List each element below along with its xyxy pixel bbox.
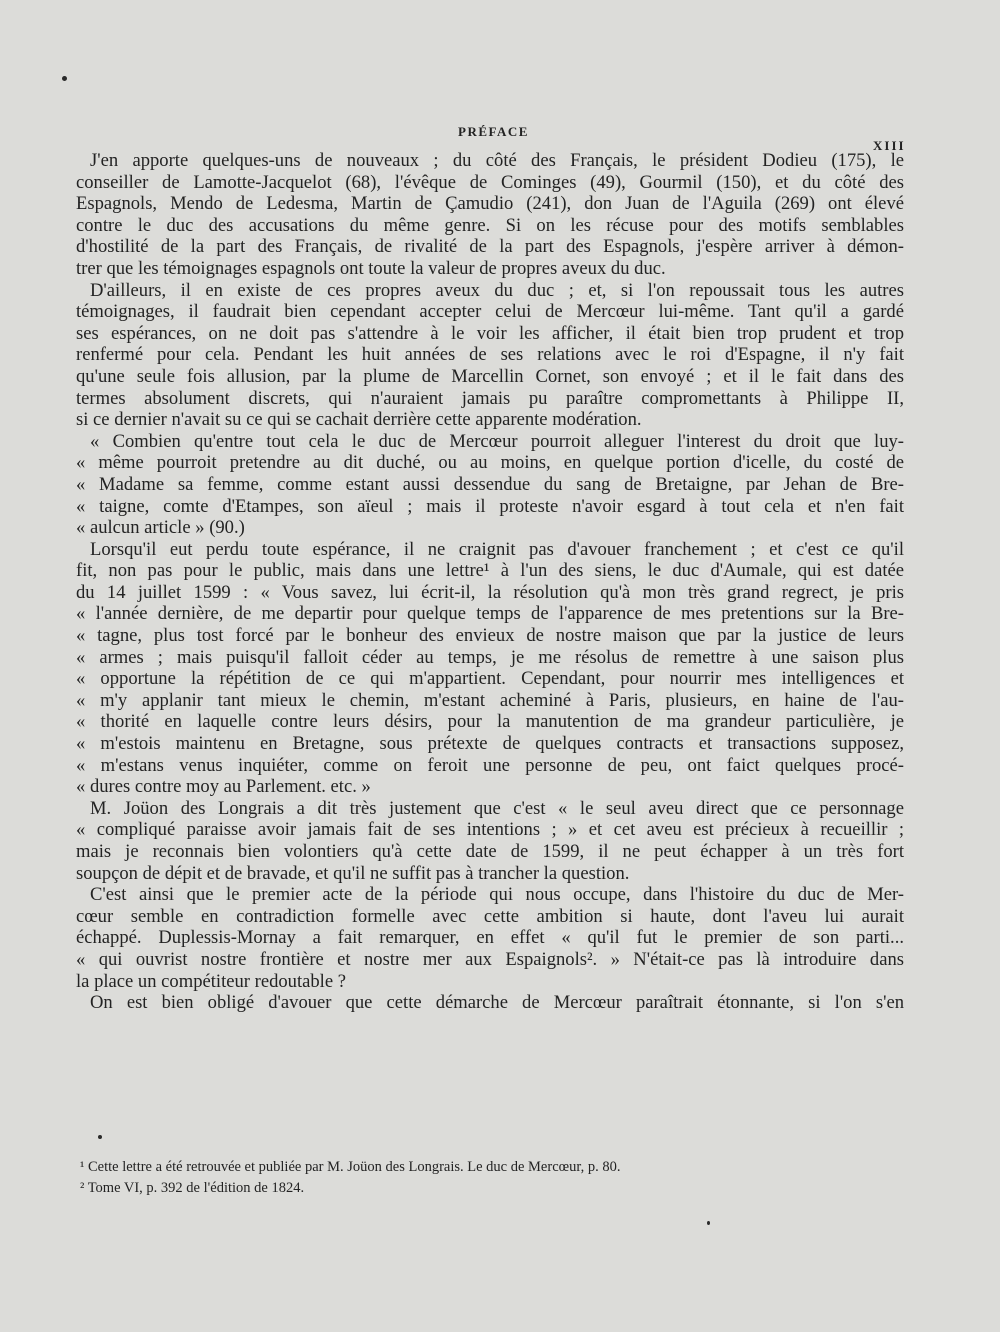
running-header: PRÉFACE: [458, 124, 529, 139]
text-line: J'en apporte quelques-uns de nouveaux ; du côté des Français, le président Dodieu (175), le: [90, 150, 904, 171]
text-line: « thorité en laquelle contre leurs désirs, pour la manutention de ma grandeur particulière, je: [76, 711, 904, 733]
text-line: « l'année dernière, de me departir pour quelque temps de l'apparence de mes pretentions sur la Bre-: [76, 603, 904, 625]
text-line: ses espérances, on ne doit pas s'attendre à le voir les afficher, il était bien trop prudent et trop: [76, 322, 904, 344]
text-line: « taigne, comte d'Etampes, son aïeul ; mais il proteste n'avoir esgard à tout cela et n'en fait: [76, 495, 904, 517]
text-line: « armes ; mais puisqu'il falloit céder au temps, je me résolus de remettre à une saison plus: [76, 646, 904, 668]
text-line: soupçon de dépit et de bravade, et qu'il ne suffit pas à trancher la question.: [76, 862, 630, 884]
text-line: « m'y applanir tant mieux le chemin, m'estant acheminé à Paris, plusieurs, en haine de l'au-: [76, 689, 904, 711]
text-line: On est bien obligé d'avouer que cette démarche de Mercœur paraîtrait étonnante, si l'on s'en: [90, 992, 904, 1014]
text-line: témoignages, il faudrait bien cependant accepter celui de Mercœur lui-même. Tant qu'il a gardé: [76, 301, 904, 323]
text-line: du 14 juillet 1599 : « Vous savez, lui écrit-il, la résolution qu'à mon très grand regrect, je pris: [76, 581, 904, 603]
ink-speck: [62, 76, 67, 81]
text-line: « m'estois maintenu en Bretagne, sous prétexte de quelques contracts et transactions supposez,: [76, 733, 904, 755]
text-line: « compliqué paraisse avoir jamais fait de ses intentions ; » et cet aveu est précieux à recueillir ;: [76, 819, 904, 841]
footnote: ¹ Cette lettre a été retrouvée et publiée par M. Joüon des Longrais. Le duc de Mercœur, p. 80.: [80, 1159, 621, 1175]
text-line: « m'estans venus inquiéter, comme on feroit une personne de peu, ont faict quelques procé-: [76, 754, 904, 776]
text-line: Lorsqu'il eut perdu toute espérance, il ne craignit pas d'avouer franchement ; et c'est ce qu'il: [90, 538, 904, 560]
text-line: « opportune la répétition de ce qui m'appartient. Cependant, pour nourrir mes intelligences et: [76, 668, 904, 690]
footnote: ² Tome VI, p. 392 de l'édition de 1824.: [80, 1180, 305, 1196]
text-line: « dures contre moy au Parlement. etc. »: [76, 776, 371, 798]
text-line: trer que les témoignages espagnols ont toute la valeur de propres aveux du duc.: [76, 257, 666, 279]
page-number: XIII: [873, 138, 906, 153]
ink-speck: [707, 1221, 710, 1225]
text-line: Espagnols, Mendo de Ledesma, Martin de Çamudio (241), don Juan de l'Aguila (269) ont élevé: [76, 193, 904, 215]
text-line: D'ailleurs, il en existe de ces propres aveux du duc ; et, si l'on repoussait tous les autres: [90, 279, 904, 301]
text-line: C'est ainsi que le premier acte de la période qui nous occupe, dans l'histoire du duc de Mer-: [90, 884, 904, 906]
text-line: termes absolument discrets, qui n'auraient jamais pu paraître compromettants à Philippe II,: [76, 387, 904, 409]
text-line: M. Joüon des Longrais a dit très justement que c'est « le seul aveu direct que ce personnage: [90, 797, 904, 819]
text-line: contre le duc des accusations du même genre. Si on les récuse pour des motifs semblables: [76, 214, 904, 236]
text-line: la place un compétiteur redoutable ?: [76, 970, 346, 992]
text-line: si ce dernier n'avait su ce qui se cachait derrière cette apparente modération.: [76, 409, 642, 431]
text-line: « qui ouvrist nostre frontière et nostre mer aux Espaignols². » N'était-ce pas là introduire dans: [76, 948, 904, 970]
text-line: cœur semble en contradiction formelle avec cette ambition si haute, dont l'aveu lui aurait: [76, 905, 904, 927]
text-line: « tagne, plus tost forcé par le bonheur des envieux de nostre maison que par la justice de leurs: [76, 625, 904, 647]
text-line: conseiller de Lamotte-Jacquelot (68), l'évêque de Cominges (49), Gourmil (150), et du côté des: [76, 171, 904, 193]
text-line: qu'une seule fois allusion, par la plume de Marcellin Cornet, son envoyé ; et il le fait dans des: [76, 365, 904, 387]
text-line: d'hostilité de la part des Français, de rivalité de la part des Espagnols, j'espère arriver à démon-: [76, 236, 904, 258]
text-line: échappé. Duplessis-Mornay a fait remarquer, en effet « qu'il fut le premier de son parti...: [76, 927, 904, 949]
text-line: renfermé pour cela. Pendant les huit années de ses relations avec le roi d'Espagne, il n'y fait: [76, 344, 904, 366]
text-line: « Combien qu'entre tout cela le duc de Mercœur pourroit alleguer l'interest du droit que luy-: [90, 430, 904, 452]
text-line: fit, non pas pour le public, mais dans une lettre¹ à l'un des siens, le duc d'Aumale, qui est datée: [76, 560, 904, 582]
text-line: « Madame sa femme, comme estant aussi dessendue du sang de Bretaigne, par Jehan de Bre-: [76, 473, 904, 495]
text-line: mais je reconnais bien volontiers qu'à cette date de 1599, il ne peut échapper à un très fort: [76, 841, 904, 862]
footnotes: [80, 1157, 780, 1199]
text-line: « même pourroit pretendre au dit duché, ou au moins, en quelque portion d'icelle, du costé de: [76, 452, 904, 474]
body-text: [76, 150, 904, 1014]
text-line: « aulcun article » (90.): [76, 517, 245, 539]
ink-speck: [98, 1135, 102, 1139]
